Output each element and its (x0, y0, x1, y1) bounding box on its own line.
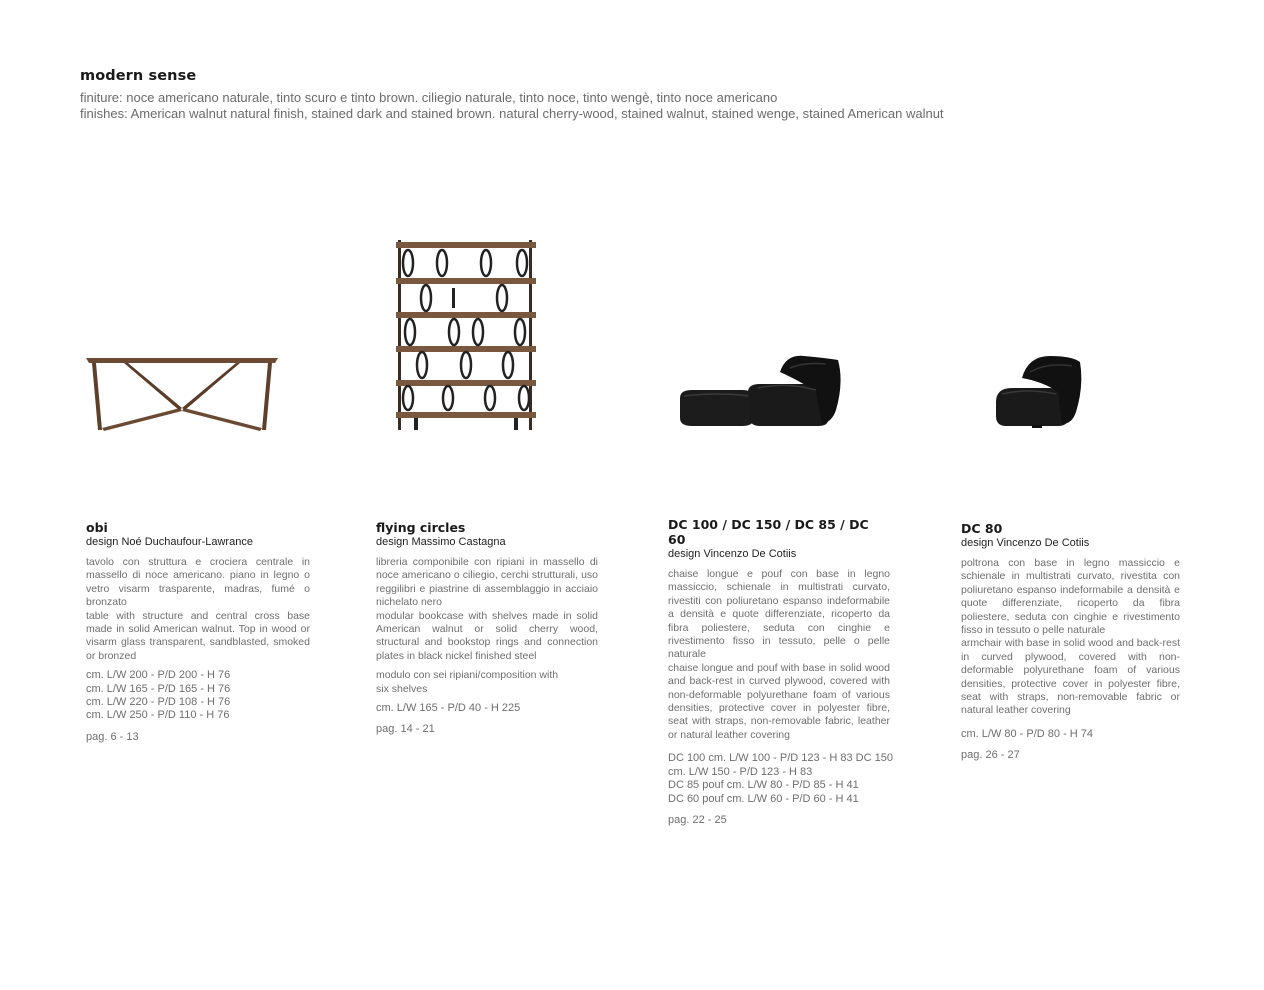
dimension-line: cm. L/W 80 - P/D 80 - H 74 (961, 727, 1094, 740)
product-dimensions (376, 702, 598, 715)
product-designer: design Noé Duchaufour-Lawrance (86, 536, 253, 548)
product-designer: design Massimo Castagna (376, 536, 506, 548)
dimension-line: DC 85 pouf cm. L/W 80 - P/D 85 - H 41 (668, 779, 859, 792)
product-designer: design Vincenzo De Cotiis (961, 537, 1090, 549)
dimension-line: cm. L/W 165 - P/D 165 - H 76 (86, 682, 231, 695)
product-name: DC 100 / DC 150 / DC 85 / DC 60 (668, 517, 869, 547)
product-description-english: table with structure and central cross base made in solid American walnut. Top in wood or visarm glass transparent, sandblasted, smoked or bronzed (86, 609, 310, 662)
dimension-line: cm. L/W 150 - P/D 123 - H 83 (668, 765, 813, 778)
product-composition-note: modulo con sei ripiani/composition with six shelves (376, 669, 559, 695)
product-description-italian: tavolo con struttura e crociera centrale in massello di noce americano. piano in legno o vetro visarm trasparente, madras, fumé o bronzato (86, 556, 310, 609)
finishes-italian: finiture: noce americano naturale, tinto scuro e tinto brown. ciliegio naturale, tinto noce, tinto wengè, tinto noce americano (80, 90, 778, 105)
product-name: flying circles (376, 520, 466, 535)
product-description-english: modular bookcase with shelves made in solid American walnut or solid cherry wood, structural and bookstop rings and connection plates in black nickel finished steel (376, 609, 598, 662)
product-description-italian: libreria componibile con ripiani in massello di noce americano o ciliegio, cerchi strutturali, uso reggilibri e piastrine di assemblaggio in acciaio nichelato nero (376, 556, 598, 609)
page-reference: pag. 14 - 21 (376, 723, 435, 736)
product-name: obi (86, 520, 108, 535)
product-dc100 (668, 517, 893, 827)
page-header (80, 68, 1180, 122)
finishes-english: finishes: American walnut natural finish, stained dark and stained brown. natural cherry-wood, stained walnut, stained wenge, stained American walnut (80, 106, 944, 121)
product-description-english: chaise longue and pouf with base in solid wood and back-rest in curved plywood, covered with non-deformable polyurethane foam of various densities, protective cover in polyester fibre, seat with straps, non-removable fabric, leather or natural leather covering (668, 661, 890, 741)
dimension-line: DC 60 pouf cm. L/W 60 - P/D 60 - H 41 (668, 792, 859, 805)
product-dc80 (961, 521, 1180, 762)
product-description-italian: poltrona con base in legno massiccio e schienale in multistrati curvato, rivestita con poliuretano espanso indeformabile a densità e quote differenziate, ricoperto da fibra poliestere, seduta con cinghie e rivestimento fisso in tessuto o pelle naturale (961, 557, 1180, 637)
product-description-english: armchair with base in solid wood and back-rest in curved plywood, covered with non-deformable polyurethane foam of various densities, protective cover in polyester fibre, seat with straps, non-removable fabric or natural leather covering (961, 637, 1180, 717)
dimension-line: DC 100 cm. L/W 100 - P/D 123 - H 83 DC 150 (668, 752, 893, 765)
dc100-chaise-longue-image (676, 352, 846, 432)
page-reference: pag. 6 - 13 (86, 730, 139, 743)
product-dimensions (961, 728, 1180, 741)
product-dimensions (668, 752, 893, 806)
page-reference: pag. 22 - 25 (668, 813, 727, 826)
product-flying-circles (376, 520, 598, 736)
product-designer: design Vincenzo De Cotiis (668, 548, 797, 560)
page-reference: pag. 26 - 27 (961, 749, 1020, 762)
dc80-armchair-image (992, 352, 1084, 430)
product-obi (86, 520, 310, 744)
dimension-line: cm. L/W 200 - P/D 200 - H 76 (86, 669, 231, 682)
product-description-italian: chaise longue e pouf con base in legno massiccio, schienale in multistrati curvato, rivestiti con poliuretano espanso indeformabile a densità e quote differenziate, ricoperto da fibra poliestere, seduta con cinghie e rivestimento fisso in tessuto, pelle o pelle naturale (668, 568, 890, 661)
flying-circles-bookcase-image (394, 238, 539, 433)
dimension-line: cm. L/W 165 - P/D 40 - H 225 (376, 702, 521, 715)
product-name: DC 80 (961, 521, 1003, 536)
product-dimensions (86, 669, 310, 723)
dimension-line: cm. L/W 220 - P/D 108 - H 76 (86, 696, 231, 709)
section-title: modern sense (80, 68, 197, 84)
dimension-line: cm. L/W 250 - P/D 110 - H 76 (86, 709, 230, 722)
obi-table-image (82, 350, 282, 435)
